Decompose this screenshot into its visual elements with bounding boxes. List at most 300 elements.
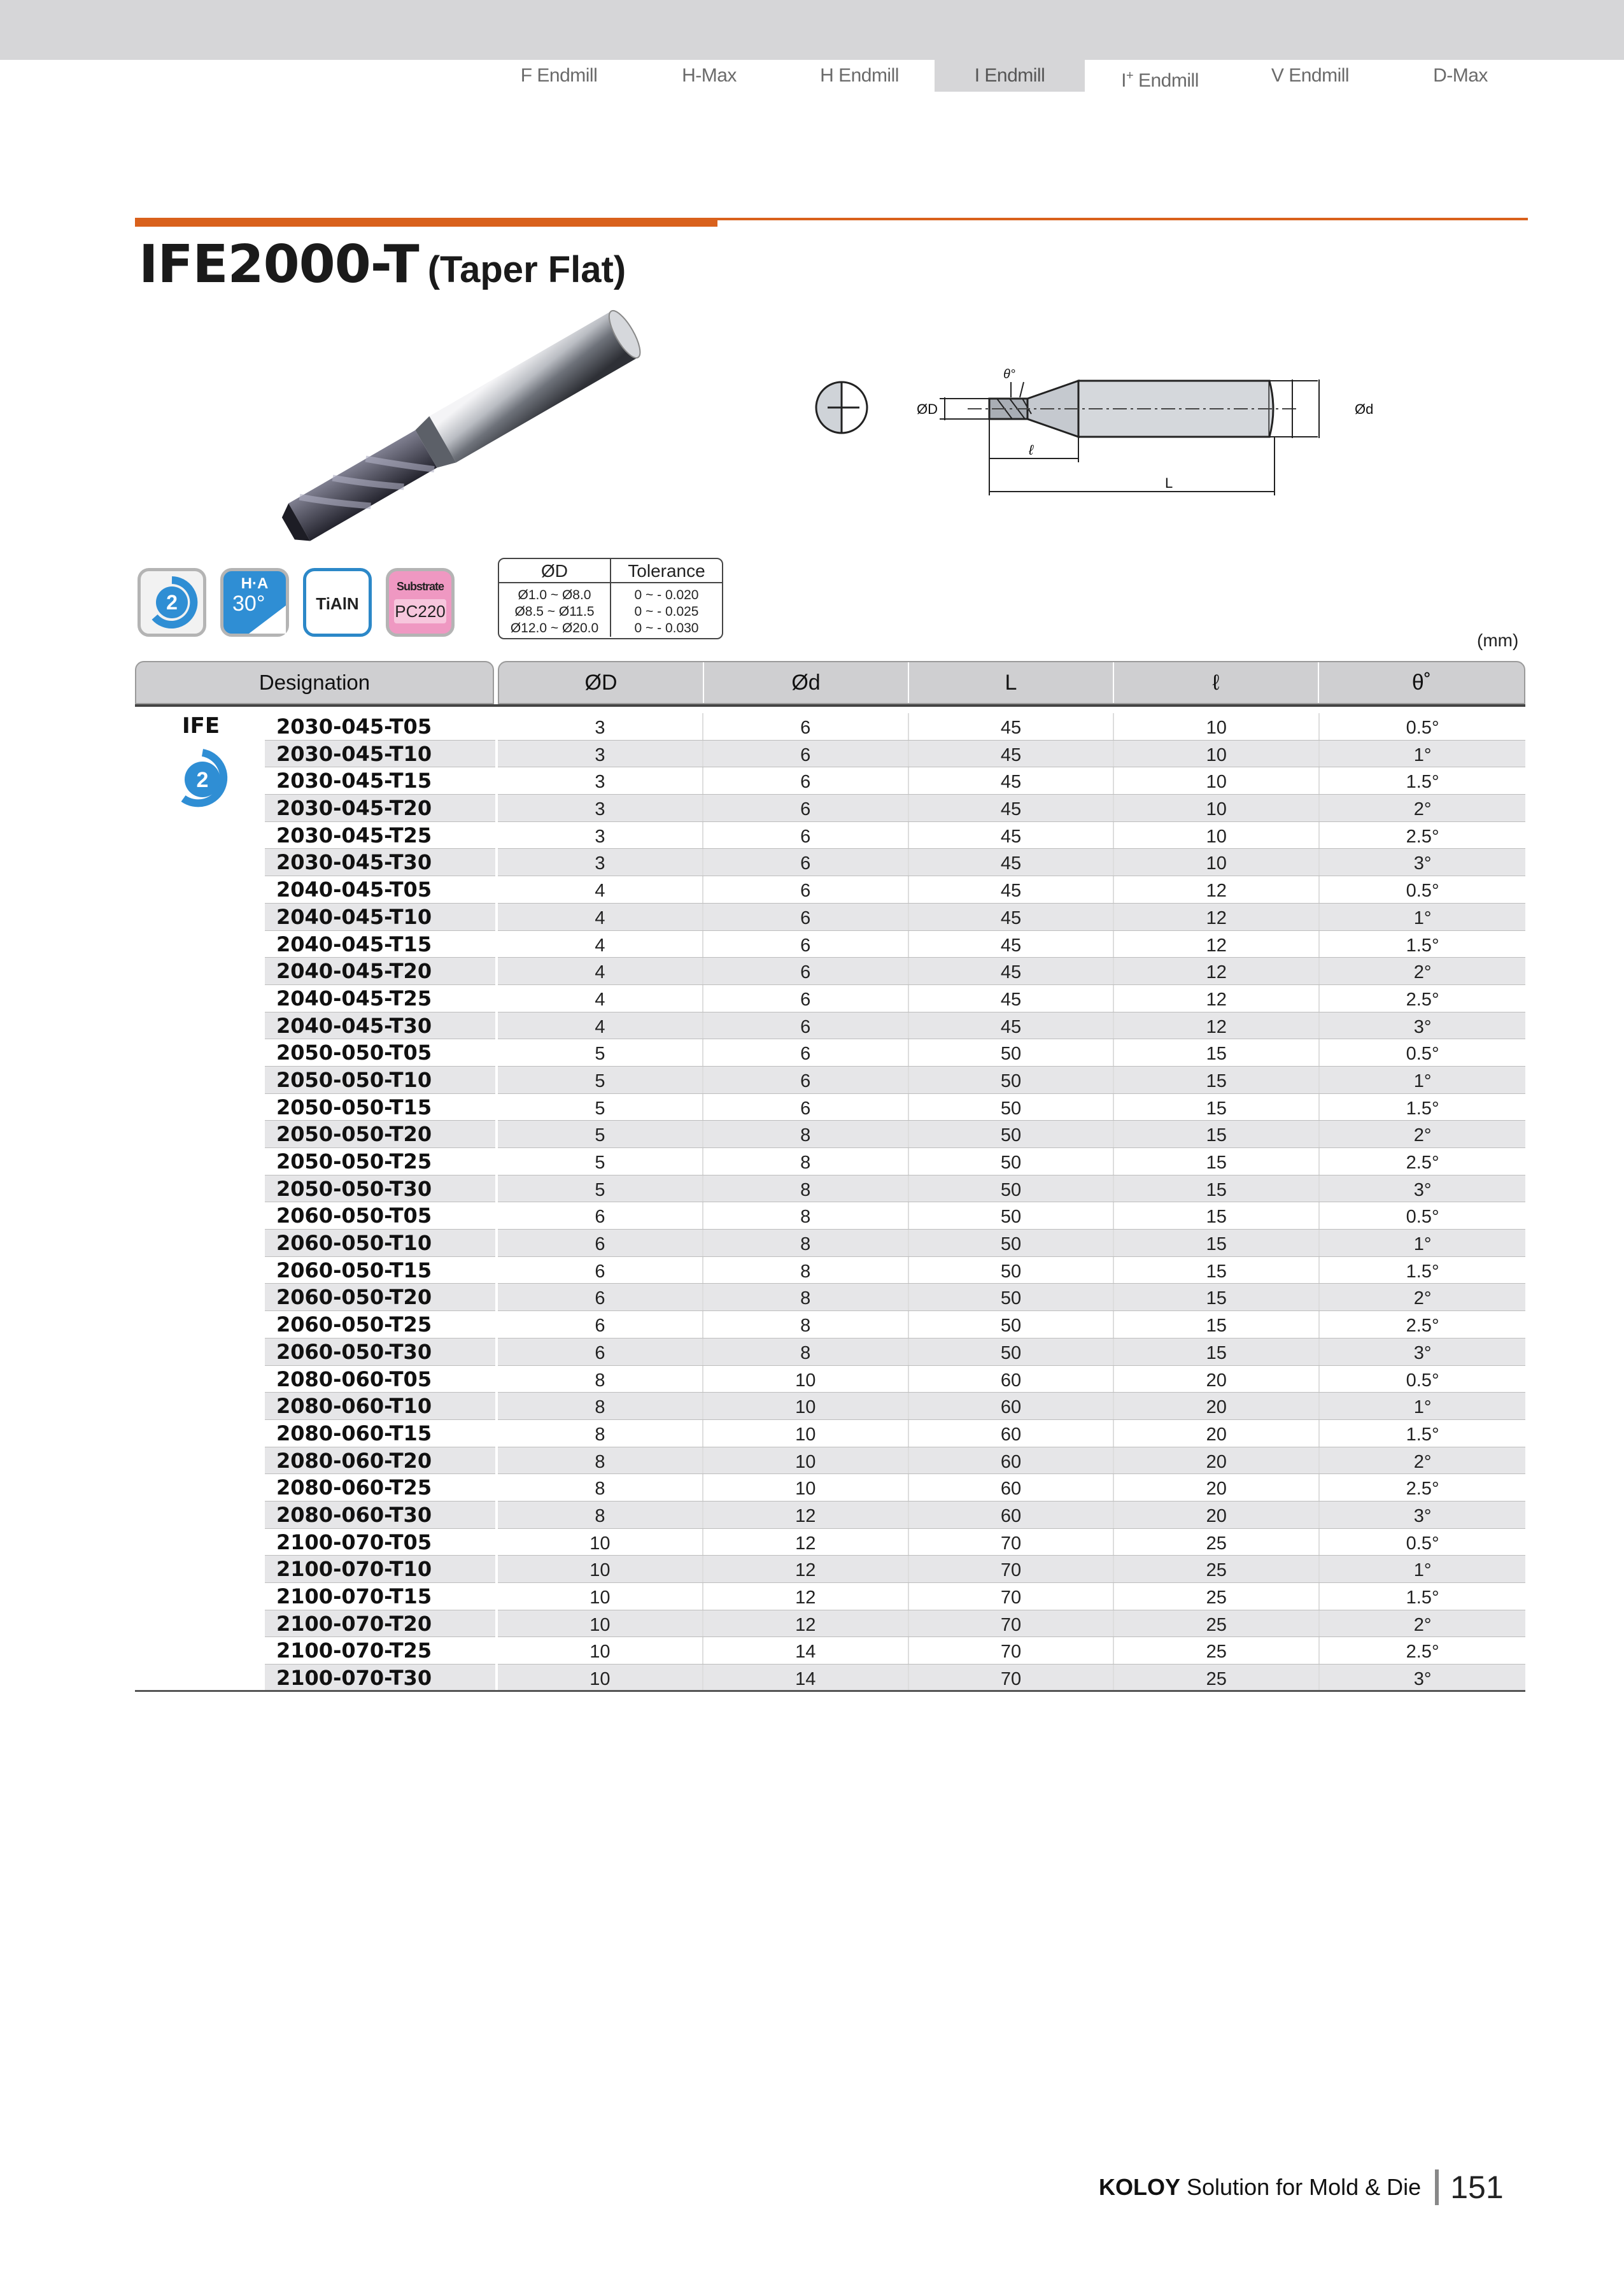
cell-l: 12 (1114, 904, 1320, 930)
cell-d: 12 (703, 1502, 909, 1528)
cell-theta: 1.5° (1406, 1098, 1439, 1119)
technical-drawing (808, 357, 1432, 509)
cell-d: 8 (703, 1338, 909, 1365)
cell-d: 6 (703, 958, 909, 984)
cell-d: 12 (703, 1529, 909, 1556)
table-row (265, 1637, 1525, 1665)
tolerance-range: Ø1.0 ~ Ø8.0 (518, 588, 591, 602)
table-row (265, 1284, 1525, 1311)
table-row (265, 1474, 1525, 1502)
footer-tagline: Solution for Mold & Die (1187, 2174, 1422, 2200)
cell-d: 6 (703, 904, 909, 930)
cell-l: 10 (1114, 713, 1320, 740)
tolerance-range: Ø12.0 ~ Ø20.0 (510, 621, 599, 635)
helix-angle: 30° (232, 592, 265, 616)
cell-theta: 2.5° (1406, 1479, 1439, 1500)
cell-l: 15 (1114, 1257, 1320, 1284)
cell-l: 20 (1114, 1447, 1320, 1474)
cell-designation: 2040-045-T25 (265, 985, 498, 1012)
table-row (265, 1202, 1525, 1230)
cell-theta: 1° (1413, 1397, 1432, 1418)
label-flute-length: ℓ (1029, 442, 1034, 458)
cell-D: 6 (498, 1257, 703, 1284)
cell-D: 10 (498, 1665, 703, 1691)
cell-d: 8 (703, 1175, 909, 1202)
spec-icons (138, 568, 455, 637)
coating-label: TiAlN (316, 594, 359, 613)
cell-d: 6 (703, 741, 909, 767)
cell-designation: 2080-060-T30 (265, 1502, 498, 1528)
cell-l: 25 (1114, 1637, 1320, 1664)
table-row (265, 849, 1525, 876)
page-number: 151 (1450, 2169, 1504, 2205)
cell-theta: 1.5° (1406, 1261, 1439, 1282)
product-code: IFE2000-T (139, 234, 419, 295)
cell-designation: 2040-045-T05 (265, 876, 498, 903)
cell-l: 25 (1114, 1556, 1320, 1582)
cell-L: 70 (909, 1665, 1115, 1691)
table-row (265, 1583, 1525, 1610)
cell-designation: 2100-070-T05 (265, 1529, 498, 1556)
cell-designation: 2060-050-T05 (265, 1202, 498, 1229)
cell-l: 15 (1114, 1338, 1320, 1365)
cell-D: 3 (498, 741, 703, 767)
cell-l: 25 (1114, 1583, 1320, 1610)
cell-theta: 2° (1413, 1125, 1432, 1146)
table-row (265, 1175, 1525, 1203)
cell-d: 8 (703, 1230, 909, 1256)
cell-D: 4 (498, 876, 703, 903)
table-row (265, 904, 1525, 931)
tab-d-max[interactable]: D-Max (1433, 65, 1488, 86)
tab-i-plus-prefix: I (1121, 70, 1126, 91)
cell-L: 60 (909, 1420, 1115, 1447)
cell-L: 45 (909, 713, 1115, 740)
cell-d: 8 (703, 1311, 909, 1338)
cell-L: 50 (909, 1311, 1115, 1338)
flute-count-icon (138, 568, 206, 637)
series-label: IFE (182, 713, 220, 739)
cell-d: 6 (703, 822, 909, 849)
cell-d: 8 (703, 1284, 909, 1310)
tab-v-endmill[interactable]: V Endmill (1271, 65, 1350, 86)
title-rule-thin (717, 218, 1528, 220)
tolerance-value: 0 ~ - 0.020 (634, 588, 699, 602)
cell-L: 50 (909, 1121, 1115, 1147)
cell-theta: 0.5° (1406, 718, 1439, 738)
table-row (265, 1338, 1525, 1366)
cell-L: 60 (909, 1502, 1115, 1528)
header-theta: θ˚ (1411, 671, 1432, 695)
cell-D: 8 (498, 1474, 703, 1501)
cell-l: 20 (1114, 1474, 1320, 1501)
cell-d: 6 (703, 1012, 909, 1039)
helix-label: H·A (241, 575, 269, 592)
cell-D: 5 (498, 1175, 703, 1202)
cell-l: 15 (1114, 1284, 1320, 1310)
cell-L: 60 (909, 1393, 1115, 1419)
cell-designation: 2100-070-T20 (265, 1610, 498, 1637)
cell-theta: 1.5° (1406, 1587, 1439, 1608)
table-row (265, 1610, 1525, 1638)
cell-theta: 2° (1413, 1288, 1432, 1309)
cell-designation: 2060-050-T20 (265, 1284, 498, 1310)
cell-d: 8 (703, 1257, 909, 1284)
cell-D: 10 (498, 1637, 703, 1664)
cell-designation: 2040-045-T10 (265, 904, 498, 930)
cell-d: 12 (703, 1583, 909, 1610)
cell-theta: 3° (1413, 1016, 1432, 1037)
table-row (265, 1529, 1525, 1556)
cell-l: 25 (1114, 1610, 1320, 1637)
cell-d: 6 (703, 767, 909, 794)
cell-theta: 2.5° (1406, 1642, 1439, 1663)
product-table-body (265, 713, 1525, 1692)
cell-d: 8 (703, 1148, 909, 1175)
cell-designation: 2050-050-T05 (265, 1039, 498, 1066)
cell-d: 10 (703, 1447, 909, 1474)
cell-l: 20 (1114, 1502, 1320, 1528)
table-row (265, 985, 1525, 1012)
series-flute-icon (174, 748, 230, 814)
cell-L: 60 (909, 1474, 1115, 1501)
cell-theta: 3° (1413, 1342, 1432, 1363)
cell-theta: 3° (1413, 1505, 1432, 1526)
cell-D: 8 (498, 1447, 703, 1474)
table-row (265, 1067, 1525, 1094)
cell-designation: 2060-050-T15 (265, 1257, 498, 1284)
cell-L: 50 (909, 1148, 1115, 1175)
header-l: ℓ (1114, 662, 1319, 703)
footer-divider (1435, 2169, 1439, 2205)
table-row (265, 741, 1525, 768)
tolerance-value: 0 ~ - 0.030 (634, 621, 699, 635)
table-row (265, 1665, 1525, 1692)
cell-theta: 1° (1413, 907, 1432, 928)
table-row (265, 1556, 1525, 1583)
cell-l: 12 (1114, 1012, 1320, 1039)
product-type: (Taper Flat) (427, 249, 626, 290)
cell-L: 50 (909, 1202, 1115, 1229)
cell-L: 45 (909, 849, 1115, 876)
cell-d: 10 (703, 1474, 909, 1501)
cell-L: 70 (909, 1529, 1115, 1556)
tolerance-header-tol: Tolerance (628, 561, 705, 581)
cell-theta: 0.5° (1406, 1044, 1439, 1065)
cell-l: 15 (1114, 1067, 1320, 1093)
cell-d: 10 (703, 1420, 909, 1447)
cell-d: 6 (703, 876, 909, 903)
header-designation: Designation (258, 671, 371, 694)
cell-l: 15 (1114, 1094, 1320, 1121)
cell-theta: 1° (1413, 1234, 1432, 1255)
substrate-icon (386, 568, 455, 637)
cell-D: 10 (498, 1583, 703, 1610)
cell-theta: 0.5° (1406, 1533, 1439, 1554)
cell-l: 15 (1114, 1230, 1320, 1256)
cell-D: 10 (498, 1556, 703, 1582)
cell-d: 10 (703, 1366, 909, 1393)
table-row (265, 822, 1525, 849)
cell-L: 70 (909, 1556, 1115, 1582)
cell-D: 6 (498, 1311, 703, 1338)
cell-designation: 2100-070-T30 (265, 1665, 498, 1691)
tab-i-plus-rest: Endmill (1133, 70, 1199, 91)
cell-l: 12 (1114, 985, 1320, 1012)
cell-D: 4 (498, 931, 703, 958)
cell-D: 4 (498, 958, 703, 984)
cell-designation: 2060-050-T10 (265, 1230, 498, 1256)
cell-theta: 2.5° (1406, 826, 1439, 847)
tolerance-table (498, 558, 723, 639)
table-row (265, 713, 1525, 741)
cell-theta: 3° (1413, 1669, 1432, 1690)
cell-L: 50 (909, 1284, 1115, 1310)
cell-l: 10 (1114, 741, 1320, 767)
tolerance-value: 0 ~ - 0.025 (634, 604, 699, 619)
page-footer (1099, 2169, 1504, 2206)
top-bar (0, 0, 1624, 60)
tab-i-endmill[interactable]: I Endmill (935, 60, 1085, 92)
cell-l: 25 (1114, 1665, 1320, 1691)
cell-d: 6 (703, 931, 909, 958)
cell-d: 8 (703, 1121, 909, 1147)
cell-L: 70 (909, 1637, 1115, 1664)
cell-d: 12 (703, 1556, 909, 1582)
cell-designation: 2080-060-T10 (265, 1393, 498, 1419)
cell-L: 45 (909, 822, 1115, 849)
cell-theta: 2.5° (1406, 1316, 1439, 1337)
cell-l: 20 (1114, 1393, 1320, 1419)
label-diameter-d: Ød (1355, 401, 1374, 417)
cell-D: 6 (498, 1284, 703, 1310)
cell-designation: 2030-045-T15 (265, 767, 498, 794)
cell-L: 50 (909, 1067, 1115, 1093)
cell-L: 45 (909, 795, 1115, 821)
series-flute-count: 2 (196, 768, 209, 792)
cell-designation: 2060-050-T30 (265, 1338, 498, 1365)
cell-D: 5 (498, 1067, 703, 1093)
cell-theta: 2° (1413, 962, 1432, 983)
tab-i-plus-sup: + (1126, 69, 1134, 83)
cell-theta: 3° (1413, 1179, 1432, 1200)
cell-designation: 2050-050-T30 (265, 1175, 498, 1202)
cell-L: 45 (909, 767, 1115, 794)
cell-theta: 0.5° (1406, 1207, 1439, 1228)
coating-icon (303, 568, 372, 637)
cell-D: 3 (498, 713, 703, 740)
cell-L: 45 (909, 904, 1115, 930)
table-row (265, 958, 1525, 985)
cell-theta: 0.5° (1406, 881, 1439, 902)
table-row (265, 1148, 1525, 1175)
cell-theta: 2° (1413, 1614, 1432, 1635)
cell-designation: 2030-045-T10 (265, 741, 498, 767)
category-nav (484, 60, 1536, 92)
cell-l: 10 (1114, 767, 1320, 794)
flute-count: 2 (166, 591, 178, 614)
cell-d: 6 (703, 1094, 909, 1121)
cell-d: 6 (703, 713, 909, 740)
cell-designation: 2050-050-T20 (265, 1121, 498, 1147)
cell-l: 15 (1114, 1121, 1320, 1147)
cell-d: 12 (703, 1610, 909, 1637)
cell-D: 8 (498, 1366, 703, 1393)
cell-d: 8 (703, 1202, 909, 1229)
cell-D: 4 (498, 985, 703, 1012)
label-diameter-D: ØD (917, 401, 938, 417)
label-theta: θ° (1003, 367, 1015, 381)
table-row (265, 1502, 1525, 1529)
cell-theta: 1° (1413, 1560, 1432, 1581)
column-gap (495, 707, 498, 1691)
cell-theta: 1.5° (1406, 1424, 1439, 1445)
title-rule-thick (135, 218, 717, 227)
table-row (265, 1420, 1525, 1447)
cell-D: 3 (498, 822, 703, 849)
cell-L: 50 (909, 1094, 1115, 1121)
cell-d: 10 (703, 1393, 909, 1419)
table-row (265, 1447, 1525, 1475)
cell-D: 3 (498, 795, 703, 821)
cell-l: 10 (1114, 795, 1320, 821)
cell-theta: 1° (1413, 744, 1432, 765)
cell-d: 6 (703, 1067, 909, 1093)
cell-l: 10 (1114, 822, 1320, 849)
cell-d: 14 (703, 1637, 909, 1664)
header-divider (135, 704, 1525, 707)
cell-L: 45 (909, 958, 1115, 984)
cell-L: 50 (909, 1175, 1115, 1202)
cell-d: 14 (703, 1665, 909, 1691)
cell-D: 10 (498, 1529, 703, 1556)
cell-l: 12 (1114, 876, 1320, 903)
cell-D: 8 (498, 1420, 703, 1447)
table-header-designation (135, 661, 494, 704)
tab-i-plus-endmill[interactable] (1085, 60, 1235, 92)
cell-D: 10 (498, 1610, 703, 1637)
cell-designation: 2050-050-T15 (265, 1094, 498, 1121)
table-header-dimensions (498, 661, 1525, 704)
cell-L: 45 (909, 876, 1115, 903)
endmill-photo (242, 299, 688, 554)
substrate-grade: PC220 (394, 599, 446, 623)
cell-l: 15 (1114, 1039, 1320, 1066)
cell-L: 45 (909, 1012, 1115, 1039)
cell-designation: 2040-045-T30 (265, 1012, 498, 1039)
table-row (265, 1230, 1525, 1257)
cell-D: 3 (498, 849, 703, 876)
cell-L: 60 (909, 1447, 1115, 1474)
cell-l: 15 (1114, 1175, 1320, 1202)
tab-h-max[interactable]: H-Max (682, 65, 737, 86)
cell-D: 6 (498, 1230, 703, 1256)
substrate-label: Substrate (396, 580, 444, 593)
cell-D: 3 (498, 767, 703, 794)
cell-l: 12 (1114, 958, 1320, 984)
cell-l: 20 (1114, 1420, 1320, 1447)
header-L: L (909, 662, 1114, 703)
footer-brand: KOLOY (1099, 2174, 1181, 2200)
table-row (265, 767, 1525, 795)
table-row (265, 1039, 1525, 1067)
label-overall-length: L (1165, 475, 1173, 491)
cell-l: 25 (1114, 1529, 1320, 1556)
cell-designation: 2050-050-T25 (265, 1148, 498, 1175)
header-d: Ød (704, 662, 909, 703)
tolerance-header-d: ØD (499, 559, 611, 582)
cell-D: 5 (498, 1121, 703, 1147)
cell-L: 50 (909, 1257, 1115, 1284)
cell-theta: 3° (1413, 853, 1432, 874)
table-row (265, 1012, 1525, 1040)
tab-f-endmill[interactable]: F Endmill (520, 65, 598, 86)
table-bottom-rule (135, 1690, 1525, 1692)
cell-d: 6 (703, 795, 909, 821)
cell-designation: 2030-045-T05 (265, 713, 498, 740)
cell-designation: 2040-045-T20 (265, 958, 498, 984)
table-row (265, 931, 1525, 958)
tab-h-endmill[interactable]: H Endmill (820, 65, 899, 86)
cell-D: 5 (498, 1148, 703, 1175)
cell-designation: 2080-060-T05 (265, 1366, 498, 1393)
header-D: ØD (499, 662, 704, 703)
cell-l: 12 (1114, 931, 1320, 958)
cell-l: 15 (1114, 1148, 1320, 1175)
cell-l: 10 (1114, 849, 1320, 876)
cell-L: 50 (909, 1338, 1115, 1365)
cell-theta: 1.5° (1406, 935, 1439, 956)
cell-d: 6 (703, 985, 909, 1012)
table-row (265, 1311, 1525, 1338)
cell-L: 60 (909, 1366, 1115, 1393)
cell-L: 45 (909, 985, 1115, 1012)
cell-l: 15 (1114, 1202, 1320, 1229)
cell-designation: 2080-060-T15 (265, 1420, 498, 1447)
cell-theta: 2.5° (1406, 1153, 1439, 1173)
table-row (265, 795, 1525, 822)
cell-theta: 1.5° (1406, 772, 1439, 793)
cell-designation: 2060-050-T25 (265, 1311, 498, 1338)
table-row (265, 1393, 1525, 1420)
cell-L: 70 (909, 1583, 1115, 1610)
table-row (265, 876, 1525, 904)
cell-D: 5 (498, 1094, 703, 1121)
tolerance-range: Ø8.5 ~ Ø11.5 (514, 604, 595, 619)
cell-l: 15 (1114, 1311, 1320, 1338)
cell-L: 45 (909, 931, 1115, 958)
cell-l: 20 (1114, 1366, 1320, 1393)
cell-d: 6 (703, 1039, 909, 1066)
cell-theta: 0.5° (1406, 1370, 1439, 1391)
cell-D: 8 (498, 1502, 703, 1528)
cell-designation: 2100-070-T10 (265, 1556, 498, 1582)
cell-designation: 2030-045-T25 (265, 822, 498, 849)
cell-D: 8 (498, 1393, 703, 1419)
table-row (265, 1257, 1525, 1284)
cell-L: 45 (909, 741, 1115, 767)
page-title (139, 234, 626, 295)
table-row (265, 1094, 1525, 1121)
table-row (265, 1366, 1525, 1393)
cell-designation: 2100-070-T15 (265, 1583, 498, 1610)
cell-designation: 2050-050-T10 (265, 1067, 498, 1093)
cell-D: 4 (498, 1012, 703, 1039)
cell-D: 6 (498, 1202, 703, 1229)
cell-D: 6 (498, 1338, 703, 1365)
table-row (265, 1121, 1525, 1148)
cell-D: 5 (498, 1039, 703, 1066)
